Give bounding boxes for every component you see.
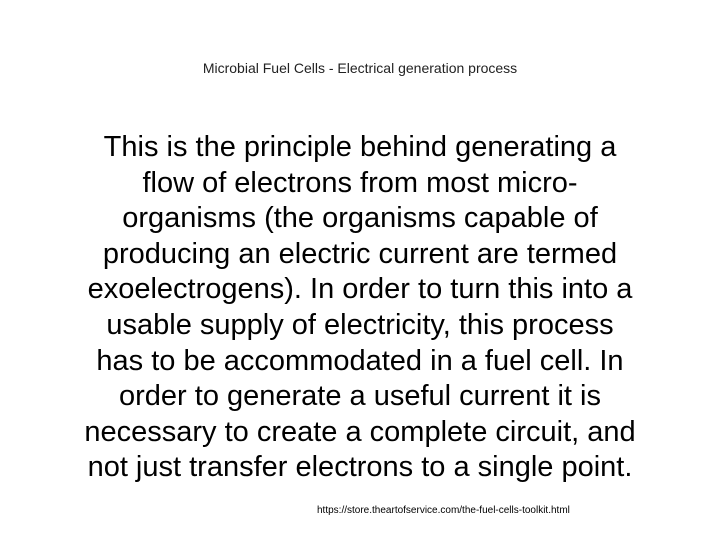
body-line: not just transfer electrons to a single point. bbox=[87, 451, 633, 484]
body-line: This is the principle behind generating a bbox=[103, 131, 617, 163]
slide-title: Microbial Fuel Cells - Electrical generation process bbox=[202, 60, 518, 76]
body-line: has to be accommodated in a fuel cell. In bbox=[96, 344, 624, 377]
body-line: flow of electrons from most micro- bbox=[142, 166, 578, 199]
body-line: usable supply of electricity, this process bbox=[106, 308, 614, 341]
body-line: producing an electric current are termed bbox=[102, 237, 618, 270]
slide-body-text bbox=[60, 130, 660, 486]
body-line: necessary to create a complete circuit, and bbox=[84, 415, 636, 448]
body-line: order to generate a useful current it is bbox=[119, 380, 601, 413]
source-url-link[interactable]: https://store.theartofservice.com/the-fuel-cells-toolkit.html bbox=[317, 505, 570, 516]
body-line: exoelectrogens). In order to turn this into a bbox=[87, 273, 633, 306]
body-line: organisms (the organisms capable of bbox=[122, 202, 598, 235]
